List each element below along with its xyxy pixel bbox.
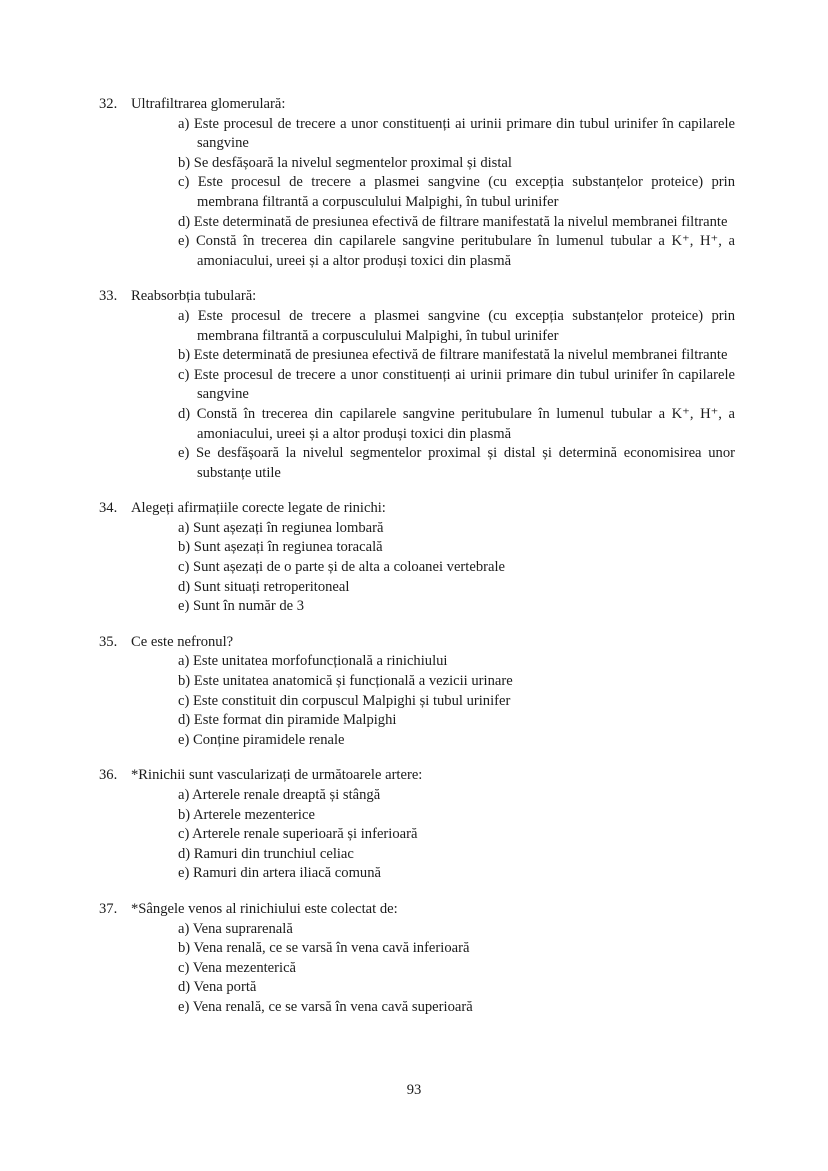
question-35 <box>0 633 828 751</box>
question-number: 33. <box>99 288 118 305</box>
questions-list <box>0 95 828 1034</box>
answer-option: d) Vena portă <box>178 979 257 996</box>
answer-option: a) Este procesul de trecere a unor constituenți ai urinii primare din tubul urinifer în capilarele sangvine <box>178 115 735 152</box>
answer-option: a) Vena suprarenală <box>178 920 293 937</box>
answer-option: c) Sunt așezați de o parte și de alta a coloanei vertebrale <box>178 559 505 576</box>
question-text: *Sângele venos al rinichiului este colectat de: <box>131 900 398 917</box>
answer-option: e) Constă în trecerea din capilarele sangvine peritubulare în lumenul tubular a K⁺, H⁺, a amoniacului, ureei și a altor produși toxici din plasmă <box>178 233 735 269</box>
answer-option: b) Este determinată de presiunea efectivă de filtrare manifestată la nivelul membranei filtrante <box>178 347 728 364</box>
question-text: Ultrafiltrarea glomerulară: <box>131 96 286 112</box>
question-number: 32. <box>99 96 118 112</box>
answer-option: d) Este format din piramide Malpighi <box>178 712 397 729</box>
question-text: Alegeți afirmațiile corecte legate de rinichi: <box>131 500 386 517</box>
question-34 <box>0 499 828 617</box>
answer-option: c) Este procesul de trecere a unor constituenți ai urinii primare din tubul urinifer în capilarele sangvine <box>178 366 735 403</box>
question-number: 37. <box>99 900 118 917</box>
answer-option: e) Conține piramidele renale <box>178 731 345 748</box>
question-number: 36. <box>99 767 118 784</box>
answer-option: a) Este unitatea morfofuncțională a rinichiului <box>178 653 448 670</box>
answer-option: a) Este procesul de trecere a plasmei sangvine (cu excepția substanțelor proteice) prin membrana filtrantă a corpusculului Malpighi, în tubul urinifer <box>178 307 735 344</box>
answer-option: a) Arterele renale dreaptă și stângă <box>178 787 381 803</box>
question-number: 35. <box>99 633 118 650</box>
answer-option: d) Este determinată de presiunea efectivă de filtrare manifestată la nivelul membranei filtrante <box>178 213 728 230</box>
page-number: 93 <box>406 1082 422 1098</box>
answer-option: e) Ramuri din artera iliacă comună <box>178 865 382 882</box>
answer-option: d) Sunt situați retroperitoneal <box>178 578 350 595</box>
question-33 <box>0 287 828 483</box>
answer-option: e) Sunt în număr de 3 <box>178 598 305 615</box>
answer-option: e) Vena renală, ce se varsă în vena cavă superioară <box>178 998 473 1015</box>
answer-option: b) Arterele mezenterice <box>178 806 315 823</box>
answer-option: b) Sunt așezați în regiunea toracală <box>178 539 383 556</box>
question-36 <box>0 766 828 884</box>
answer-option: c) Arterele renale superioară și inferioară <box>178 826 418 843</box>
question-text: Ce este nefronul? <box>131 633 234 650</box>
answer-option: c) Este constituit din corpuscul Malpighi și tubul urinifer <box>178 692 511 709</box>
question-text: Reabsorbția tubulară: <box>131 288 257 305</box>
question-text: *Rinichii sunt vascularizați de următoarele artere: <box>131 767 423 784</box>
answer-option: c) Vena mezenterică <box>178 959 297 976</box>
answer-option: d) Constă în trecerea din capilarele sangvine peritubulare în lumenul tubular a K⁺, H⁺, a amoniacului, ureei și a altor produși toxici din plasmă <box>178 405 735 442</box>
question-37 <box>0 900 828 1018</box>
answer-option: b) Este unitatea anatomică și funcțională a vezicii urinare <box>178 673 513 690</box>
question-32 <box>0 95 828 271</box>
question-number: 34. <box>99 500 118 517</box>
answer-option: b) Vena renală, ce se varsă în vena cavă inferioară <box>178 940 470 957</box>
answer-option: e) Se desfășoară la nivelul segmentelor proximal și distal și determină economisirea unor substanțe utile <box>178 445 735 481</box>
answer-option: b) Se desfășoară la nivelul segmentelor proximal și distal <box>178 154 512 171</box>
answer-option: c) Este procesul de trecere a plasmei sangvine (cu excepția substanțelor proteice) prin membrana filtrantă a corpusculului Malpighi, în tubul urinifer <box>178 174 735 210</box>
answer-option: a) Sunt așezați în regiunea lombară <box>178 519 384 536</box>
answer-option: d) Ramuri din trunchiul celiac <box>178 845 354 862</box>
